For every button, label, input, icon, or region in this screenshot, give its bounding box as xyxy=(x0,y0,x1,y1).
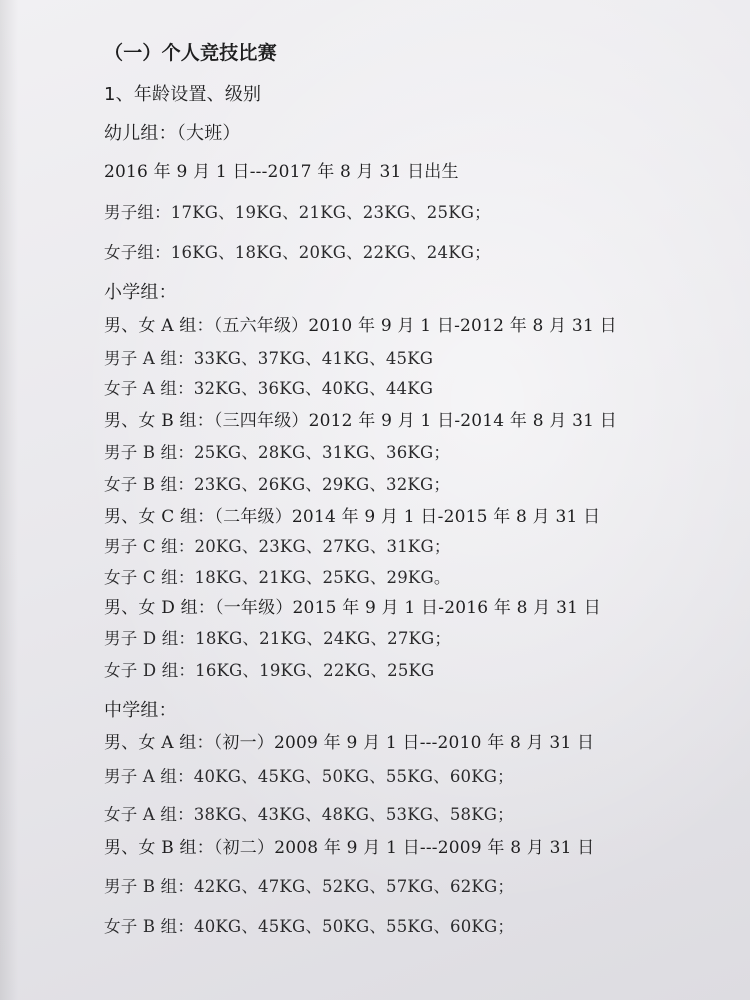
section-subheading: 1、年龄设置、级别 xyxy=(104,84,262,105)
primary-title: 小学组： xyxy=(104,282,177,303)
middle-group-a-boys: 男子 A 组：40KG、45KG、50KG、55KG、60KG； xyxy=(104,767,514,786)
primary-group-c-header: 男、女 C 组：（二年级）2014 年 9 月 1 日-2015 年 8 月 31 日 xyxy=(104,507,601,527)
primary-group-a-header: 男、女 A 组：（五六年级）2010 年 9 月 1 日-2012 年 8 月 31 日 xyxy=(104,316,617,336)
kindergarten-title: 幼儿组：（大班） xyxy=(104,123,241,144)
primary-group-c-girls: 女子 C 组：18KG、21KG、25KG、29KG。 xyxy=(104,568,451,587)
middle-group-a-header: 男、女 A 组：（初一）2009 年 9 月 1 日---2010 年 8 月 31 日 xyxy=(104,733,595,753)
middle-group-b-boys: 男子 B 组：42KG、47KG、52KG、57KG、62KG； xyxy=(104,877,515,896)
primary-group-d-header: 男、女 D 组：（一年级）2015 年 9 月 1 日-2016 年 8 月 31 日 xyxy=(104,598,601,618)
middle-group-a-girls: 女子 A 组：38KG、43KG、48KG、53KG、58KG； xyxy=(104,805,514,824)
kindergarten-boys-weights: 男子组：17KG、19KG、21KG、23KG、25KG； xyxy=(104,203,491,222)
primary-group-d-boys: 男子 D 组：18KG、21KG、24KG、27KG； xyxy=(104,629,452,648)
middle-title: 中学组： xyxy=(104,700,177,721)
kindergarten-girls-weights: 女子组：16KG、18KG、20KG、22KG、24KG； xyxy=(104,243,491,262)
primary-group-b-boys: 男子 B 组：25KG、28KG、31KG、36KG； xyxy=(104,443,451,462)
middle-group-b-girls: 女子 B 组：40KG、45KG、50KG、55KG、60KG； xyxy=(104,917,515,936)
primary-group-b-girls: 女子 B 组：23KG、26KG、29KG、32KG； xyxy=(104,475,451,494)
primary-group-c-boys: 男子 C 组：20KG、23KG、27KG、31KG； xyxy=(104,537,451,556)
primary-group-a-girls: 女子 A 组：32KG、36KG、40KG、44KG xyxy=(104,379,434,398)
middle-group-b-header: 男、女 B 组：（初二）2008 年 9 月 1 日---2009 年 8 月 31 日 xyxy=(104,838,595,858)
primary-group-b-header: 男、女 B 组：（三四年级）2012 年 9 月 1 日-2014 年 8 月 31 日 xyxy=(104,411,617,431)
kindergarten-birth-range: 2016 年 9 月 1 日---2017 年 8 月 31 日出生 xyxy=(104,162,459,182)
primary-group-d-girls: 女子 D 组：16KG、19KG、22KG、25KG xyxy=(104,661,435,680)
primary-group-a-boys: 男子 A 组：33KG、37KG、41KG、45KG xyxy=(104,349,434,368)
section-heading: （一）个人竞技比赛 xyxy=(104,42,277,64)
